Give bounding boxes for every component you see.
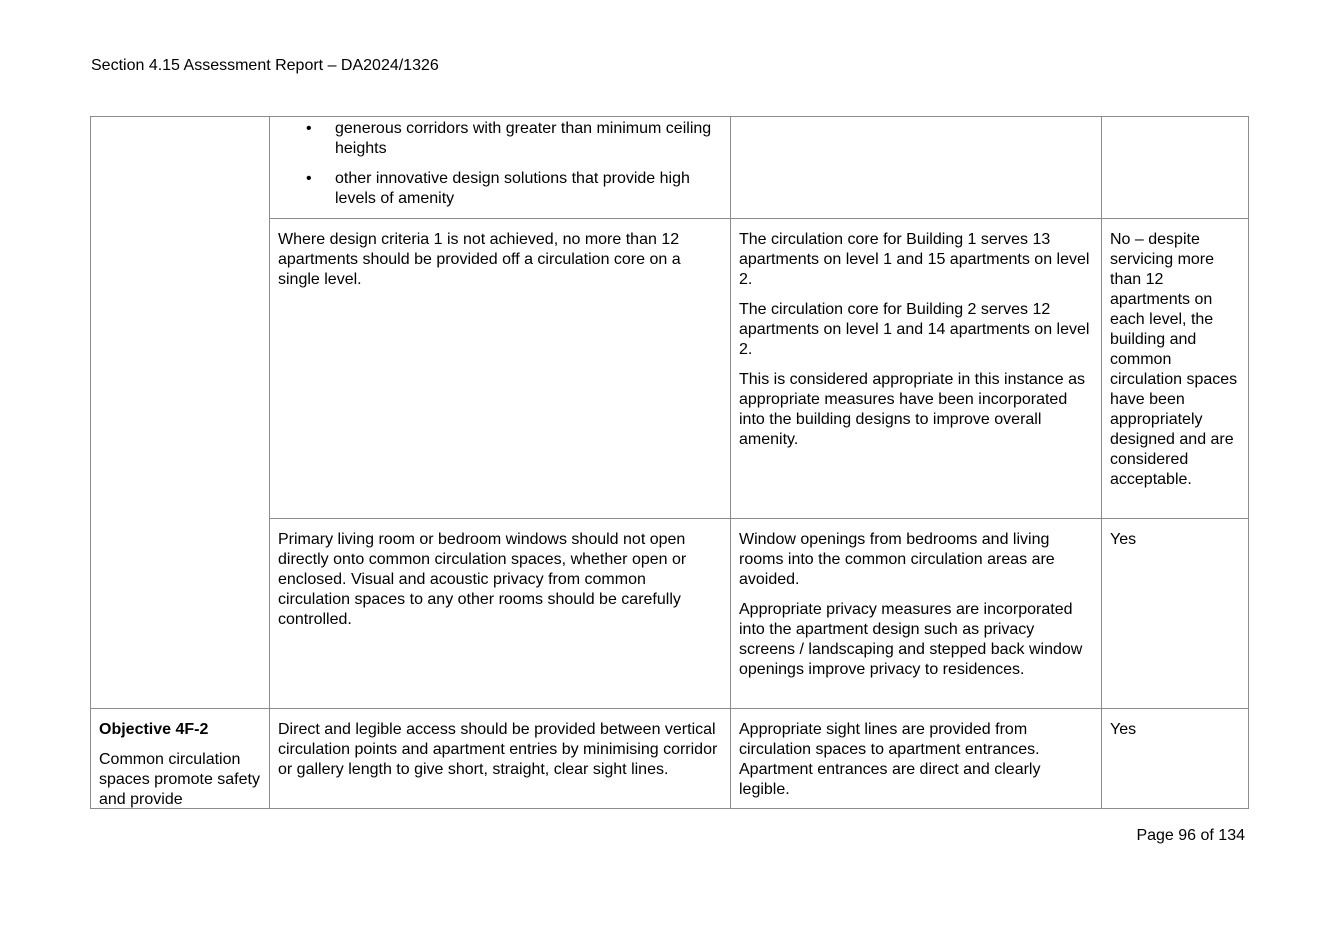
comment-paragraph: Window openings from bedrooms and living rooms into the common circulation areas are avoided. — [739, 531, 1055, 588]
compliance-text: Yes — [1110, 531, 1137, 548]
objective-cell-empty — [91, 117, 270, 709]
compliance-cell — [1102, 219, 1249, 519]
compliance-cell — [1102, 709, 1249, 809]
assessment-table — [90, 116, 1249, 809]
compliance-text: No – despite servicing more than 12 apartments on each level, the building and common circulation spaces have been appropriately designed and are considered acceptable. — [1110, 231, 1238, 488]
criteria-cell — [270, 117, 731, 219]
criteria-text: Where design criteria 1 is not achieved, no more than 12 apartments should be provided off a circulation core on a single level. — [278, 231, 681, 288]
comment-paragraph: The circulation core for Building 1 serves 13 apartments on level 1 and 15 apartments on level 2. — [739, 231, 1090, 288]
criteria-cell — [270, 219, 731, 519]
criteria-cell — [270, 519, 731, 709]
comments-cell — [731, 709, 1102, 809]
comment-paragraph: Appropriate sight lines are provided from circulation spaces to apartment entrances. Apartment entrances are direct and clearly legible. — [739, 721, 1041, 798]
criteria-text: Primary living room or bedroom windows should not open directly onto common circulation spaces, whether open or enclosed. Visual and acoustic privacy from common circulation spaces to any other rooms should be carefully controlled. — [278, 531, 687, 628]
comment-paragraph: Appropriate privacy measures are incorporated into the apartment design such as privacy screens / landscaping and stepped back window openings improve privacy to residences. — [739, 601, 1083, 678]
objective-cell — [91, 709, 270, 809]
objective-title: Objective 4F-2 — [99, 721, 209, 738]
table-row — [91, 709, 1249, 809]
report-header: Section 4.15 Assessment Report – DA2024/1326 — [91, 57, 439, 74]
comments-cell — [731, 219, 1102, 519]
comments-cell — [731, 117, 1102, 219]
objective-text: Common circulation spaces promote safety and provide — [99, 751, 260, 808]
compliance-text: Yes — [1110, 721, 1137, 738]
criteria-bullet-list — [278, 119, 722, 209]
comment-paragraph: This is considered appropriate in this instance as appropriate measures have been incorporated into the building designs to improve overall amenity. — [739, 371, 1085, 448]
compliance-cell — [1102, 519, 1249, 709]
table-row — [91, 117, 1249, 219]
criteria-cell — [270, 709, 731, 809]
criteria-text: Direct and legible access should be provided between vertical circulation points and apartment entries by minimising corridor or gallery length to give short, straight, clear sight lines. — [278, 721, 718, 778]
list-item: • other innovative design solutions that provide high levels of amenity — [278, 169, 722, 209]
list-item: • generous corridors with greater than minimum ceiling heights — [278, 119, 722, 159]
page-number: Page 96 of 134 — [1136, 827, 1245, 844]
compliance-cell — [1102, 117, 1249, 219]
comment-paragraph: The circulation core for Building 2 serves 12 apartments on level 1 and 14 apartments on level 2. — [739, 301, 1090, 358]
comments-cell — [731, 519, 1102, 709]
